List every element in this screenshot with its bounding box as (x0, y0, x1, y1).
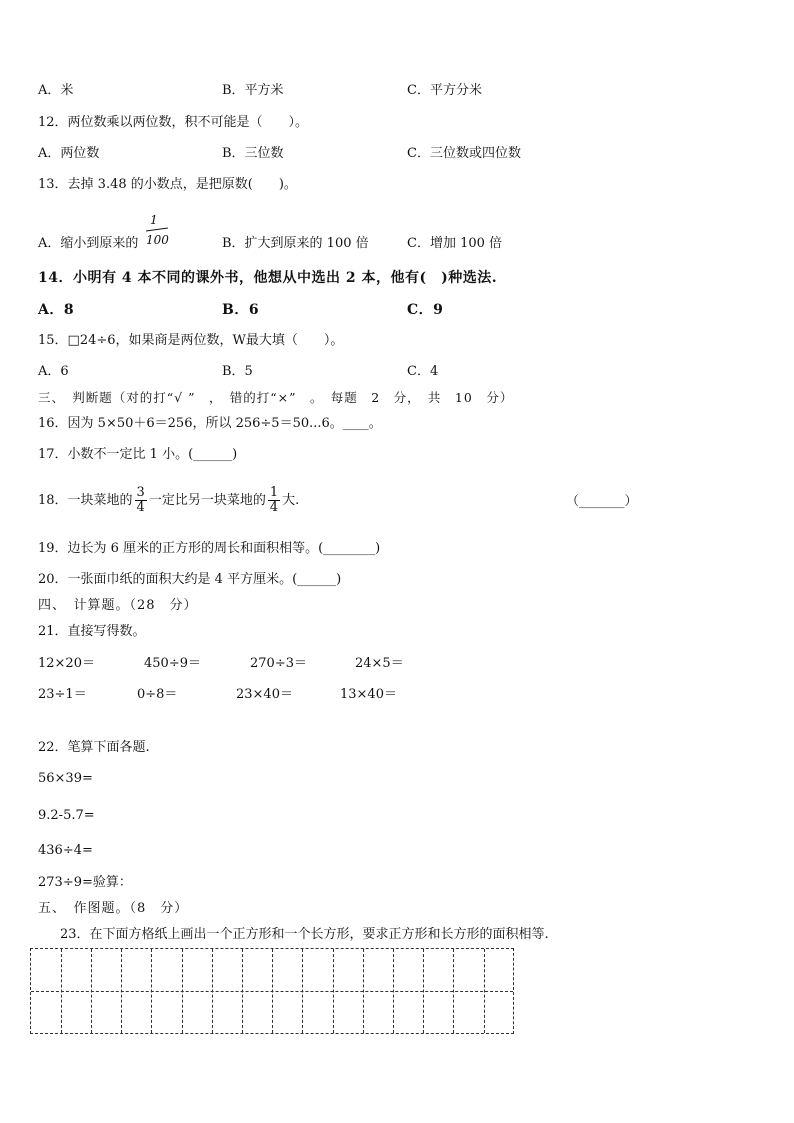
q22-item-2: 9.2-5.7= (38, 808, 95, 823)
q22-item-1: 56×39= (38, 771, 93, 786)
q18-mid: 一定比另一块菜地的 (148, 493, 266, 508)
q14-option-a: A．8 (38, 302, 75, 318)
q12-stem: 12．两位数乘以两位数，积不可能是（ ）。 (38, 115, 309, 130)
q18-answer-blank: （_______） (566, 494, 638, 509)
grid-vertical-line (393, 949, 394, 1033)
grid-vertical-line (272, 949, 273, 1033)
drawing-grid (30, 948, 514, 1034)
q13-frac-numerator: 1 (150, 213, 158, 227)
q21-item-3: 270÷3＝ (250, 656, 307, 671)
q15-option-c: C．4 (407, 364, 439, 379)
q11-option-b: B．平方米 (222, 83, 284, 98)
q23-stem: 23．在下面方格纸上画出一个正方形和一个长方形，要求正方形和长方形的面积相等. (60, 927, 549, 942)
grid-vertical-line (151, 949, 152, 1033)
q11-option-a: A．米 (38, 83, 74, 98)
grid-vertical-line (423, 949, 424, 1033)
q12-option-a: A．两位数 (38, 146, 100, 161)
section-3-heading: 三、 判断题（对的打“√ ” ， 错的打“×” 。 每题 2 分， 共 10 分） (38, 390, 514, 405)
q21-item-8: 13×40＝ (340, 687, 397, 702)
section-5-heading: 五、 作图题。（8 分） (38, 901, 189, 916)
q22-item-4: 273÷9=验算： (38, 875, 132, 890)
grid-vertical-line (453, 949, 454, 1033)
grid-vertical-line (484, 949, 485, 1033)
q19: 19．边长为 6 厘米的正方形的周长和面积相等。(________) (38, 541, 381, 556)
q18-fraction-1 (135, 486, 147, 515)
q21-item-1: 12×20＝ (38, 656, 95, 671)
q14-option-c: C．9 (407, 302, 444, 318)
q21-item-6: 0÷8＝ (137, 687, 178, 702)
grid-vertical-line (242, 949, 243, 1033)
grid-vertical-line (91, 949, 92, 1033)
q21-stem: 21．直接写得数。 (38, 624, 146, 639)
q13-frac-bar (146, 227, 168, 231)
grid-vertical-line (363, 949, 364, 1033)
q18-frac1-numerator: 3 (136, 485, 145, 500)
q14-stem: 14．小明有 4 本不同的课外书，他想从中选出 2 本，他有( )种选法. (38, 270, 498, 286)
q11-option-c: C．平方分米 (407, 83, 482, 98)
section-4-heading: 四、 计算题。（28 分） (38, 598, 198, 613)
q18-stem (38, 484, 299, 518)
grid-vertical-line (212, 949, 213, 1033)
q20: 20．一张面巾纸的面积大约是 4 平方厘米。(______) (38, 572, 342, 587)
q17: 17．小数不一定比 1 小。(______) (38, 447, 238, 462)
q13-option-c: C．增加 100 倍 (407, 236, 503, 251)
q21-item-4: 24×5＝ (355, 656, 404, 671)
q18-post: 大. (282, 493, 300, 508)
grid-vertical-line (121, 949, 122, 1033)
q16: 16．因为 5×50＋6＝256，所以 256÷5＝50...6。____。 (38, 416, 382, 431)
grid-vertical-line (182, 949, 183, 1033)
q13-option-a: A．缩小到原来的 (38, 236, 139, 251)
q15-stem: 15．□24÷6，如果商是两位数，W最大填（ ）。 (38, 333, 344, 348)
q13-stem: 13．去掉 3.48 的小数点，是把原数( )。 (38, 177, 297, 192)
q18-fraction-2 (268, 486, 280, 515)
q18-frac2-denominator: 4 (269, 500, 279, 515)
q21-item-5: 23÷1＝ (38, 687, 87, 702)
q12-option-c: C．三位数或四位数 (407, 146, 521, 161)
q18-frac1-denominator: 4 (136, 500, 145, 515)
q12-option-b: B．三位数 (222, 146, 284, 161)
grid-vertical-line (333, 949, 334, 1033)
grid-vertical-line (302, 949, 303, 1033)
q21-item-7: 23×40＝ (236, 687, 293, 702)
q13-frac-denominator: 100 (146, 233, 169, 247)
q21-item-2: 450÷9＝ (144, 656, 201, 671)
grid-vertical-line (61, 949, 62, 1033)
q18-pre: 18．一块菜地的 (38, 493, 133, 508)
q22-stem: 22．笔算下面各题. (38, 740, 150, 755)
q14-option-b: B．6 (222, 302, 260, 318)
q15-option-b: B．5 (222, 364, 253, 379)
q18-frac2-numerator: 1 (269, 485, 279, 500)
q15-option-a: A．6 (38, 364, 69, 379)
q13-option-b: B．扩大到原来的 100 倍 (222, 236, 369, 251)
q22-item-3: 436÷4= (38, 843, 93, 858)
